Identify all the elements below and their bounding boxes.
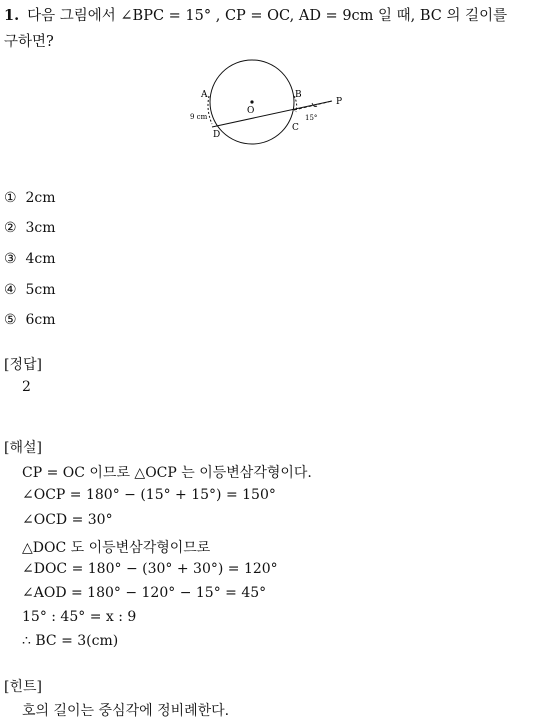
- label-d: D: [213, 130, 221, 140]
- solution-line-1: CP = OC 이므로 △OCP 는 이등변삼각형이다.: [22, 465, 312, 481]
- question-line-1: [4, 4, 507, 25]
- choice-text: 6cm: [25, 312, 56, 328]
- choice-mark: ③: [4, 251, 17, 267]
- choice-text: 2cm: [25, 190, 56, 206]
- answer-title: [정답]: [4, 357, 42, 373]
- choice-mark: ②: [4, 220, 17, 236]
- choice-mark: ⑤: [4, 312, 17, 328]
- choice-text: 5cm: [25, 282, 56, 298]
- choice-3[interactable]: [4, 251, 56, 267]
- choice-text: 3cm: [25, 220, 56, 236]
- solution-line-4: △DOC 도 이등변삼각형이므로: [22, 540, 211, 556]
- label-angle: 15°: [305, 114, 318, 122]
- label-o: O: [247, 106, 255, 116]
- choice-4[interactable]: [4, 282, 56, 298]
- solution-title: [해설]: [4, 440, 42, 456]
- hint-text: 호의 길이는 중심각에 정비례한다.: [22, 703, 230, 719]
- geometry-figure: [185, 54, 355, 149]
- choice-mark: ①: [4, 190, 17, 206]
- solution-line-5: ∠DOC = 180° − (30° + 30°) = 120°: [22, 561, 278, 577]
- label-p: P: [336, 97, 343, 107]
- question-line-2: 구하면?: [4, 34, 54, 50]
- label-a: A: [201, 90, 208, 100]
- label-arc-length: 9 cm: [190, 113, 208, 121]
- label-b: B: [295, 90, 302, 100]
- question-number: 1.: [4, 7, 20, 24]
- solution-line-3: ∠OCD = 30°: [22, 512, 113, 528]
- choice-mark: ④: [4, 282, 17, 298]
- solution-line-6: ∠AOD = 180° − 120° − 15° = 45°: [22, 585, 267, 601]
- answer-value: 2: [22, 379, 31, 395]
- solution-line-7: 15° : 45° = x : 9: [22, 609, 137, 625]
- solution-line-2: ∠OCP = 180° − (15° + 15°) = 150°: [22, 487, 276, 503]
- choice-5[interactable]: [4, 312, 56, 328]
- label-c: C: [292, 123, 299, 133]
- question-text: 다음 그림에서 ∠BPC = 15° , CP = OC, AD = 9cm 일 때, BC 의 길이를: [27, 8, 508, 24]
- center-point: [250, 100, 253, 103]
- choice-2[interactable]: [4, 220, 56, 236]
- choice-text: 4cm: [25, 251, 56, 267]
- solution-line-8: ∴ BC = 3(cm): [22, 633, 119, 649]
- choice-1[interactable]: [4, 190, 56, 206]
- hint-title: [힌트]: [4, 679, 42, 695]
